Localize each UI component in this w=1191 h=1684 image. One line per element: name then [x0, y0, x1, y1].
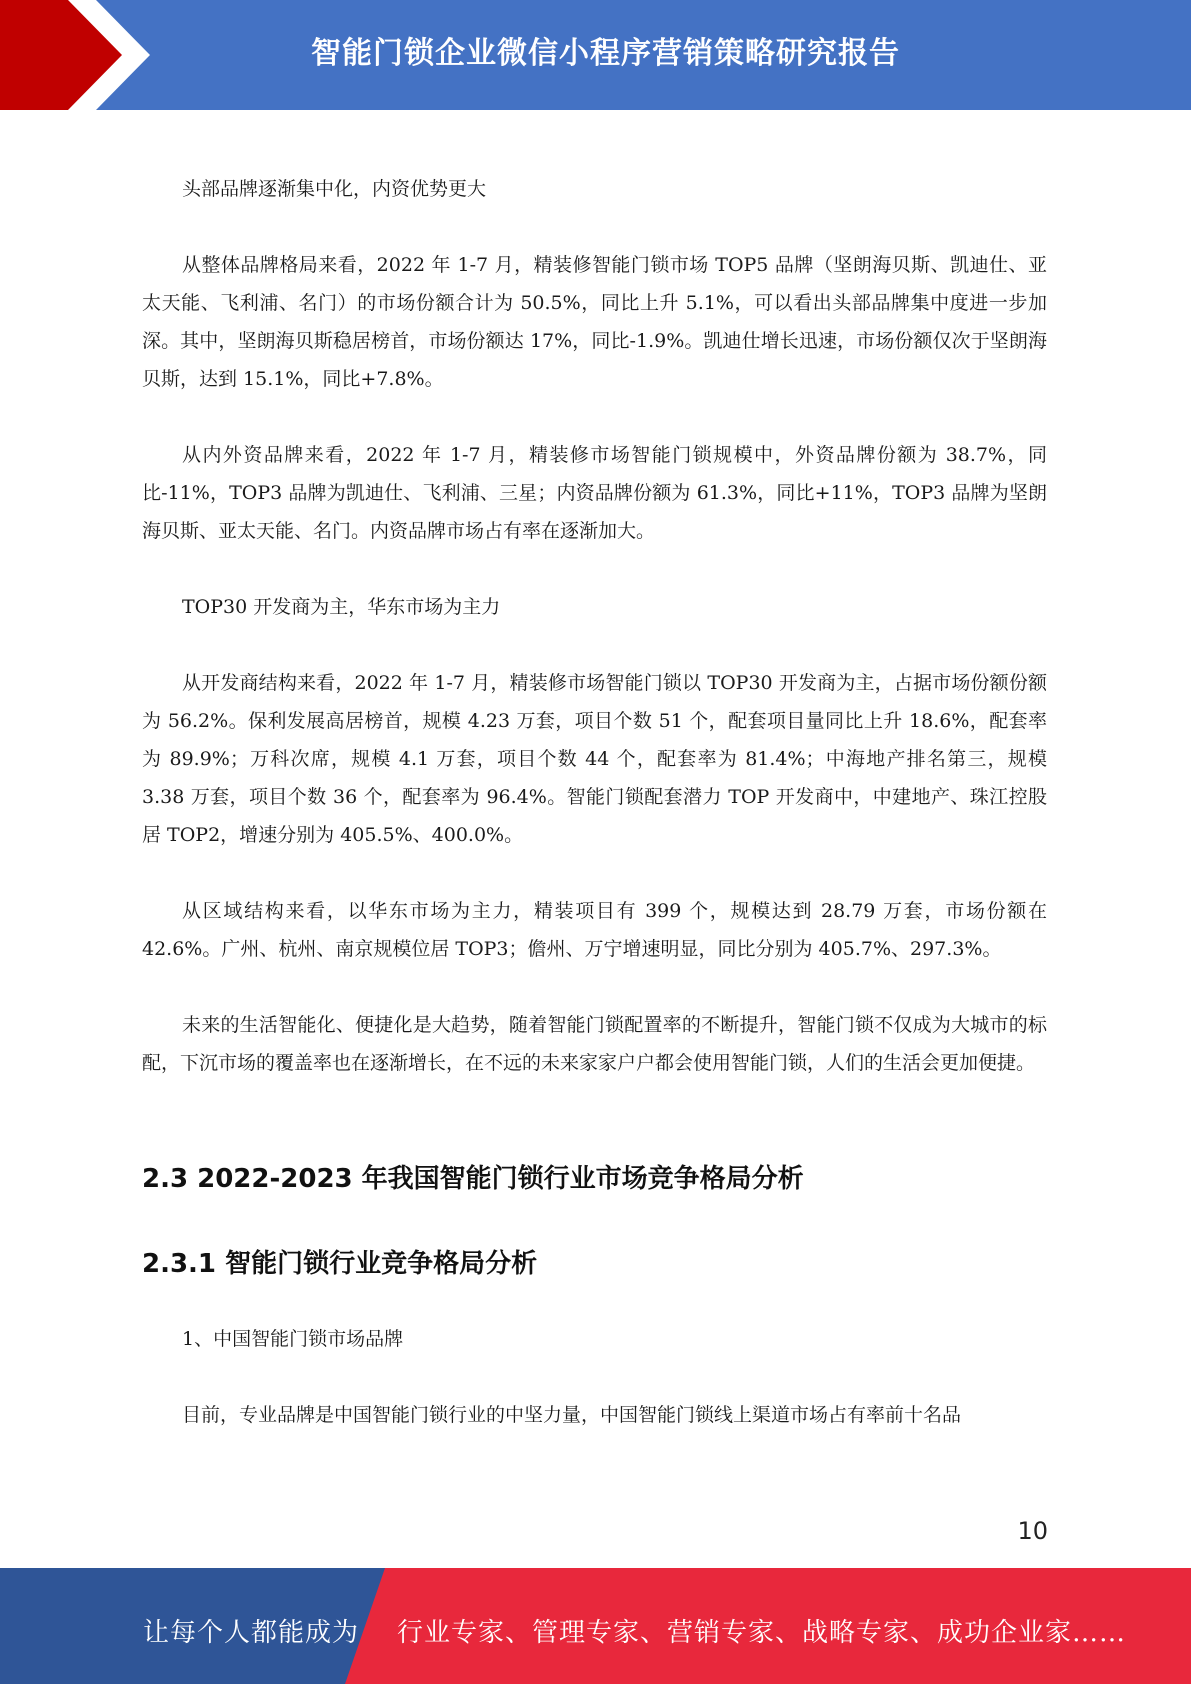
paragraph-future-trend: 未来的生活智能化、便捷化是大趋势，随着智能门锁配置率的不断提升，智能门锁不仅成为大城市的标配，下沉市场的覆盖率也在逐渐增长，在不远的未来家家户户都会使用智能门锁，人们的生活会更加便捷。	[142, 1014, 1047, 1074]
page-number: 10	[1017, 1517, 1048, 1545]
paragraph-brand-landscape: 从整体品牌格局来看，2022 年 1-7 月，精装修智能门锁市场 TOP5 品牌（坚朗海贝斯、凯迪仕、亚太天能、飞利浦、名门）的市场份额合计为 50.5%，同比上升 5.1%，可以看出头部品牌集中度进一步加深。其中，坚朗海贝斯稳居榜首，市场份额达 17%，同比-1.9%。凯迪仕增长迅速，市场份额仅次于坚朗海贝斯，达到 15.1%，同比+7.8%。	[142, 254, 1047, 390]
footer-slogan-left: 让每个人都能成为	[143, 1618, 360, 1648]
paragraph-current-status: 目前，专业品牌是中国智能门锁行业的中坚力量，中国智能门锁线上渠道市场占有率前十名品	[182, 1404, 962, 1426]
paragraph-domestic-foreign: 从内外资品牌来看，2022 年 1-7 月，精装修市场智能门锁规模中，外资品牌份额为 38.7%，同比-11%，TOP3 品牌为凯迪仕、飞利浦、三星；内资品牌份额为 61.3%，同比+11%，TOP3 品牌为坚朗海贝斯、亚太天能、名门。内资品牌市场占有率在逐渐加大。	[142, 444, 1047, 542]
section-heading-2-3-1: 2.3.1 智能门锁行业竞争格局分析	[142, 1249, 538, 1279]
subheading-head-brands: 头部品牌逐渐集中化，内资优势更大	[182, 178, 487, 200]
page-content	[142, 170, 1047, 1472]
paragraph-developer-structure: 从开发商结构来看，2022 年 1-7 月，精装修市场智能门锁以 TOP30 开发商为主，占据市场份额份额为 56.2%。保利发展高居榜首，规模 4.23 万套，项目个数 51 个，配套项目量同比上升 18.6%，配套率为 89.9%；万科次席，规模 4.1 万套，项目个数 44 个，配套率为 81.4%；中海地产排名第三，规模 3.38 万套，项目个数 36 个，配套率为 96.4%。智能门锁配套潜力 TOP 开发商中，中建地产、珠江控股居 TOP2，增速分别为 405.5%、400.0%。	[142, 672, 1047, 846]
report-title: 智能门锁企业微信小程序营销策略研究报告	[311, 36, 900, 71]
paragraph-regional-structure: 从区域结构来看，以华东市场为主力，精装项目有 399 个，规模达到 28.79 万套，市场份额在 42.6%。广州、杭州、南京规模位居 TOP3；儋州、万宁增速明显，同比分别为 405.7%、297.3%。	[142, 900, 1047, 960]
footer-slogan-right: 行业专家、管理专家、营销专家、战略专家、成功企业家……	[397, 1618, 1127, 1648]
footer-band	[0, 1568, 1191, 1684]
list-item-brands: 1、中国智能门锁市场品牌	[182, 1328, 404, 1350]
section-heading-2-3: 2.3 2022-2023 年我国智能门锁行业市场竞争格局分析	[142, 1164, 804, 1194]
header-band	[0, 0, 1191, 110]
subheading-top30: TOP30 开发商为主，华东市场为主力	[182, 596, 501, 618]
